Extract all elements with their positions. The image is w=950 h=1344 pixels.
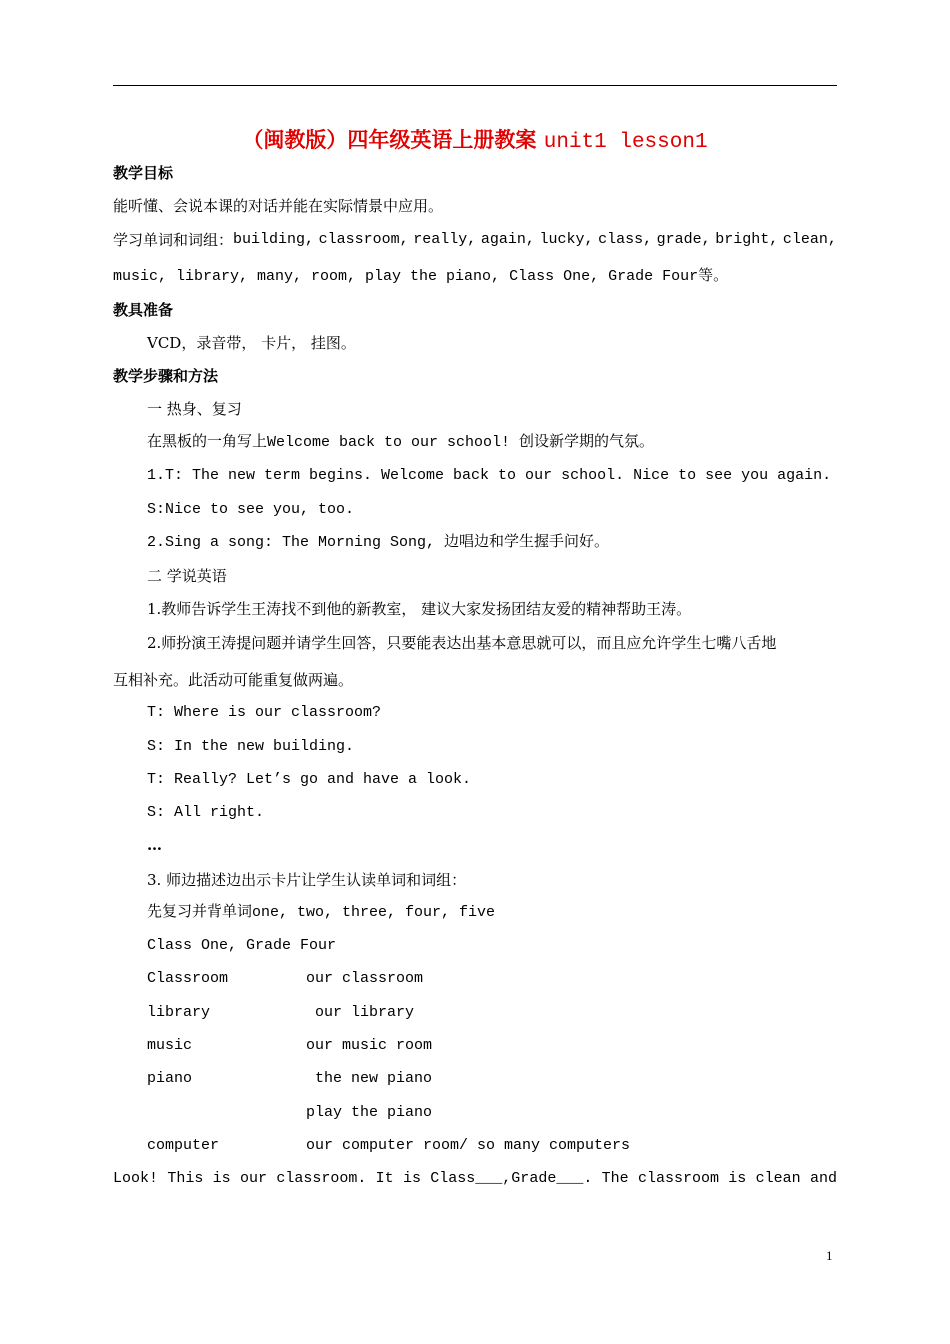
- goals-heading: 教学目标: [113, 164, 174, 182]
- vocab-word: really,: [413, 231, 477, 248]
- dialog-ellipsis: …: [147, 836, 162, 854]
- vocab-phrase-cell: our library: [306, 1004, 415, 1021]
- vocab-word: again,: [480, 231, 535, 248]
- vocab-phrase-cell: the new piano: [306, 1070, 433, 1087]
- tools-list: VCD，录音带， 卡片， 挂图。: [147, 334, 356, 352]
- goal-2-prefix: 学习单词和词组：: [113, 231, 234, 249]
- title-english: unit1 lesson1: [543, 131, 708, 154]
- tools-heading: 教具准备: [113, 301, 174, 319]
- step-3: 3. 师边描述边出示卡片让学生认读单词和词组：: [147, 871, 467, 889]
- vocab-word: class,: [598, 231, 653, 248]
- word: is: [212, 1170, 231, 1187]
- dialog-line: S: In the new building.: [147, 738, 355, 755]
- vocab-word: grade,: [656, 231, 711, 248]
- word: It: [375, 1170, 394, 1187]
- vocab-word: building,: [233, 231, 315, 248]
- word: and: [809, 1170, 837, 1187]
- step-1-b: 1.T: The new term begins. Welcome back to our school. Nice to see you again.: [147, 467, 832, 484]
- dialog-line: T: Really? Let’s go and have a look.: [147, 771, 472, 788]
- word: classroom: [637, 1170, 719, 1187]
- goal-2-words: [233, 230, 837, 250]
- vocab-word-cell: computer: [147, 1137, 220, 1154]
- step-2-b-continued: 互相补充。此活动可能重复做两遍。: [113, 671, 354, 689]
- vocab-word: clean,: [782, 231, 837, 248]
- step-3-class: Class One, Grade Four: [147, 937, 337, 954]
- step-1-a: 在黑板的一角写上Welcome back to our school! 创设新学期的气氛。: [147, 434, 655, 451]
- word: is: [402, 1170, 421, 1187]
- title-chinese: （闽教版）四年级英语上册教案: [242, 127, 537, 152]
- header-rule: [113, 85, 837, 86]
- dialog-line: S: All right.: [147, 804, 265, 821]
- goal-1: 能听懂、会说本课的对话并能在实际情景中应用。: [113, 197, 444, 215]
- step-2-heading: 二 学说英语: [147, 567, 227, 585]
- word: This: [167, 1170, 204, 1187]
- page-number: 1: [826, 1248, 833, 1263]
- vocab-word-cell: library: [147, 1004, 211, 1021]
- step-1-heading: 一 热身、复习: [147, 400, 242, 418]
- vocab-phrase-cell: our computer room/ so many computers: [306, 1137, 631, 1154]
- word: clean: [755, 1170, 801, 1187]
- goal-2-continued: music, library, many, room, play the piano, Class One, Grade Four等。: [113, 268, 729, 285]
- word: The: [601, 1170, 629, 1187]
- goal-2-line: [113, 230, 837, 250]
- page-title: [0, 124, 950, 154]
- dialog-line: T: Where is our classroom?: [147, 704, 382, 721]
- step-1-c: S:Nice to see you, too.: [147, 501, 355, 518]
- last-paragraph-line: [113, 1169, 837, 1189]
- vocab-phrase-cell: our music room: [306, 1037, 433, 1054]
- vocab-word: bright,: [715, 231, 779, 248]
- step-3-review: 先复习并背单词one, two, three, four, five: [147, 904, 496, 921]
- word: our: [239, 1170, 267, 1187]
- vocab-phrase-cell: our classroom: [306, 970, 424, 987]
- word: is: [728, 1170, 747, 1187]
- step-2-b: 2.师扮演王涛提问题并请学生回答，只要能表达出基本意思就可以，而且应允许学生七嘴八舌地: [147, 634, 777, 652]
- vocab-word-cell: music: [147, 1037, 193, 1054]
- word: classroom.: [276, 1170, 367, 1187]
- steps-heading: 教学步骤和方法: [113, 367, 219, 385]
- vocab-phrase-cell: play the piano: [306, 1104, 433, 1121]
- step-1-d: 2.Sing a song: The Morning Song, 边唱边和学生握手问好。: [147, 534, 610, 551]
- word: Look!: [113, 1170, 159, 1187]
- vocab-word: lucky,: [539, 231, 594, 248]
- word: Class___,Grade___.: [430, 1170, 593, 1187]
- vocab-word-cell: Classroom: [147, 970, 229, 987]
- step-2-a: 1.教师告诉学生王涛找不到他的新教室， 建议大家发扬团结友爱的精神帮助王涛。: [147, 600, 692, 618]
- vocab-word-cell: piano: [147, 1070, 193, 1087]
- vocab-word: classroom,: [318, 231, 409, 248]
